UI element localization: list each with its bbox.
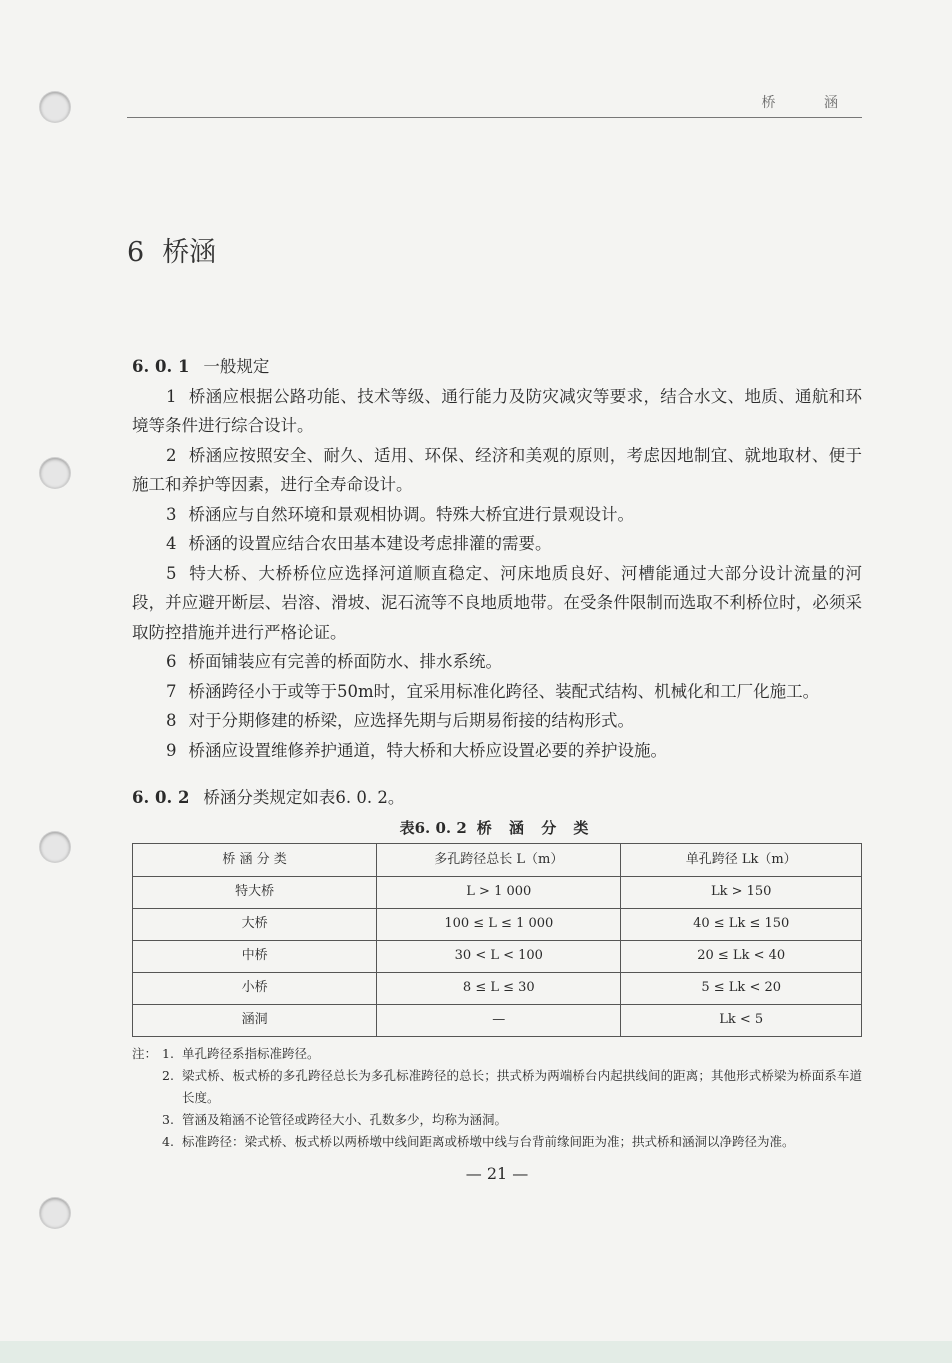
table-caption [132, 817, 862, 839]
clause-text: 桥涵应按照安全、耐久、适用、环保、经济和美观的原则，考虑因地制宜、就地取材、便于施工和养护等因素，进行全寿命设计。 [132, 445, 862, 494]
clause-number: 6 [166, 652, 177, 671]
table-header-cell: 桥 涵 分 类 [133, 843, 377, 876]
table-cell: 8 ≤ L ≤ 30 [377, 972, 621, 1004]
clause-text: 对于分期修建的桥梁，应选择先期与后期易衔接的结构形式。 [188, 711, 634, 730]
table-cell: 涵洞 [133, 1004, 377, 1036]
table-cell: 特大桥 [133, 876, 377, 908]
table-cell: Lk < 5 [621, 1004, 862, 1036]
table-cell: — [377, 1004, 621, 1036]
scan-edge [0, 1341, 952, 1363]
note-item [132, 1065, 862, 1109]
section-heading [132, 352, 862, 382]
note-text: 标准跨径：梁式桥、板式桥以两桥墩中线间距离或桥墩中线与台背前缘间距为准；拱式桥和涵洞以净跨径为准。 [182, 1133, 795, 1149]
binder-hole [40, 1198, 70, 1228]
binder-hole [40, 92, 70, 122]
note-item [132, 1043, 862, 1065]
table-cell: 100 ≤ L ≤ 1 000 [377, 908, 621, 940]
clause-item [132, 500, 862, 530]
note-text: 管涵及箱涵不论管径或跨径大小、孔数多少，均称为涵洞。 [182, 1111, 508, 1127]
table-row [133, 876, 862, 908]
note-label [132, 1131, 162, 1153]
table-notes [132, 1043, 862, 1153]
table-cell: 5 ≤ Lk < 20 [621, 972, 862, 1004]
table-cell: 20 ≤ Lk < 40 [621, 940, 862, 972]
clause-item [132, 736, 862, 766]
clause-number: 8 [166, 711, 177, 730]
note-label [132, 1109, 162, 1131]
section-text: 桥涵分类规定如表6. 0. 2。 [203, 788, 405, 807]
table-cell: L > 1 000 [377, 876, 621, 908]
table-cell: 30 < L < 100 [377, 940, 621, 972]
table-header-row [133, 843, 862, 876]
clause-number: 9 [166, 740, 177, 760]
section-number: 6. 0. 2 [132, 788, 190, 807]
binder-hole [40, 458, 70, 488]
clause-number: 7 [166, 681, 177, 701]
clause-number: 5 [166, 563, 177, 583]
clause-text: 桥涵应设置维修养护通道，特大桥和大桥应设置必要的养护设施。 [188, 740, 667, 760]
bridge-classification-table [132, 843, 862, 1037]
page-number: — 21 — [465, 1163, 529, 1183]
clause-text: 桥涵应与自然环境和景观相协调。特殊大桥宜进行景观设计。 [188, 504, 634, 524]
chapter-name: 桥涵 [162, 237, 217, 268]
table-row [133, 972, 862, 1004]
main-content [132, 352, 862, 1188]
clause-text: 桥涵应根据公路功能、技术等级、通行能力及防灾减灾等要求，结合水文、地质、通航和环境等条件进行综合设计。 [132, 386, 862, 435]
clause-item [132, 647, 862, 677]
note-item [132, 1109, 862, 1131]
note-number: 1. [162, 1045, 174, 1061]
table-cell: 大桥 [133, 908, 377, 940]
clause-number: 4 [166, 534, 177, 553]
clause-item [132, 529, 862, 559]
clause-item [132, 706, 862, 736]
clause-number: 3 [166, 504, 177, 524]
clause-text: 桥涵跨径小于或等于50m时，宜采用标准化跨径、装配式结构、机械化和工厂化施工。 [188, 681, 820, 701]
clause-text: 桥涵的设置应结合农田基本建设考虑排灌的需要。 [188, 534, 552, 553]
table-row [133, 1004, 862, 1036]
chapter-title [127, 230, 216, 269]
note-number: 4. [162, 1133, 174, 1149]
note-item [132, 1131, 862, 1153]
table-cell: 中桥 [133, 940, 377, 972]
table-cell: 小桥 [133, 972, 377, 1004]
clause-text: 特大桥、大桥桥位应选择河道顺直稳定、河床地质良好、河槽能通过大部分设计流量的河段，并应避开断层、岩溶、滑坡、泥石流等不良地质地带。在受条件限制而选取不利桥位时，必须采取防控措施并进行严格论证。 [132, 563, 862, 642]
note-label: 注： [132, 1045, 158, 1061]
table-row [133, 940, 862, 972]
table-caption-number: 表6. 0. 2 [399, 818, 467, 837]
clause-text: 桥面铺装应有完善的桥面防水、排水系统。 [188, 652, 502, 671]
note-label [132, 1065, 162, 1109]
note-number: 2. [162, 1067, 174, 1083]
table-cell: Lk > 150 [621, 876, 862, 908]
clause-item [132, 559, 862, 648]
clause-item [132, 677, 862, 707]
running-header: 桥 涵 [761, 95, 860, 111]
table-header-cell: 单孔跨径 Lk（m） [621, 843, 862, 876]
clause-item [132, 441, 862, 500]
section-heading [132, 783, 862, 813]
note-number: 3. [162, 1111, 174, 1127]
binder-hole [40, 832, 70, 862]
note-text: 单孔跨径系指标准跨径。 [182, 1045, 320, 1061]
table-header-cell: 多孔跨径总长 L（m） [377, 843, 621, 876]
note-text: 梁式桥、板式桥的多孔跨径总长为多孔标准跨径的总长；拱式桥为两端桥台内起拱线间的距离；其他形式桥梁为桥面系车道长度。 [182, 1067, 862, 1105]
clause-item [132, 382, 862, 441]
table-row [133, 908, 862, 940]
section-title: 一般规定 [203, 357, 270, 376]
section-number: 6. 0. 1 [132, 357, 190, 376]
header-rule [127, 117, 862, 118]
table-caption-title: 桥 涵 分 类 [476, 818, 595, 837]
clause-list [132, 382, 862, 766]
clause-number: 1 [166, 386, 177, 406]
clause-number: 2 [166, 445, 177, 465]
chapter-number: 6 [127, 237, 145, 268]
table-cell: 40 ≤ Lk ≤ 150 [621, 908, 862, 940]
